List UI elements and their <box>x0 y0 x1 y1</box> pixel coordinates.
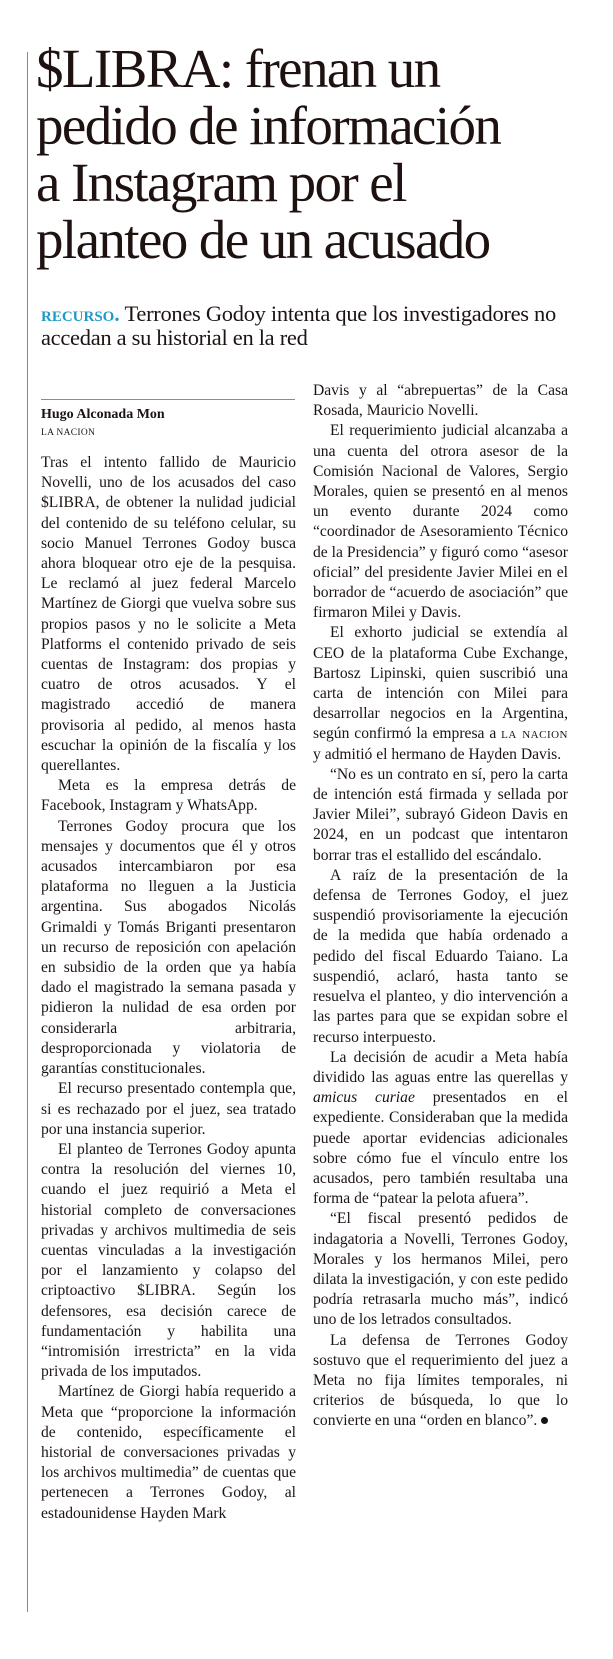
body-column-left <box>41 453 296 1524</box>
body-paragraph <box>313 623 568 764</box>
body-paragraph: Davis y al “abrepuertas” de la Casa Rosada, Mauricio Novelli. <box>313 382 568 420</box>
body-paragraph: El recurso presentado contempla que, si es rechazado por el juez, sea tratado por una instancia superior. <box>41 1080 296 1138</box>
body-paragraph: El planteo de Terrones Godoy apunta contra la resolución del viernes 10, cuando el juez requirió a Meta el historial completo de conversaciones privadas y archivos multimedia de seis cuentas vinculadas a la investigación por el lanzamiento y colapso del criptoactivo $LIBRA. Según los defensores, esa decisión carece de fundamentación y habilita una “intromisión irrestricta” en la vida privada de los imputados. <box>41 1140 296 1381</box>
author-name: Hugo Alconada Mon <box>41 407 165 422</box>
body-paragraph: “No es un contrato en sí, pero la carta de intención está firmada y sellada por Javier Milei”, subrayó Gideon Davis en 2024, en un podcast que intentaron borrar tras el estallido del escándalo. <box>313 765 568 864</box>
body-paragraph: Martínez de Giorgi había requerido a Meta que “proporcione la información de contenido, específicamente el historial de conversaciones privadas y los archivos multimedia” de cuentas que pertenecen a Terrones Godoy, al estadounidense Hayden Mark <box>41 1383 296 1522</box>
body-paragraph: “El fiscal presentó pedidos de indagatoria a Novelli, Terrones Godoy, Morales y los hermanos Milei, pero dilata la investigación, y con este pedido podría retrasarla mucho más”, indicó uno de los letrados consultados. <box>313 1210 568 1329</box>
body-paragraph: Terrones Godoy procura que los mensajes y documentos que él y otros acusados intercambiaron por esa plataforma no lleguen a la Justicia argentina. Sus abogados Nicolás Grimaldi y Tomás Briganti presentaron un recurso de reposición con apelación en subsidio de la orden que ya había dado el magistrado la semana pasada y pidieron la nulidad de esa orden por considerarla arbitraria, desproporcionada y violatoria de garantías constitucionales. <box>41 817 296 1078</box>
body-paragraph: El requerimiento judicial alcanzaba a una cuenta del otrora asesor de la Comisión Nacional de Valores, Sergio Morales, quien se presentó en al menos un evento durante 2024 como “coordinador de Asesoramiento Técnico de la Presidencia” y figuró como “asesor oficial” del presidente Javier Milei en el borrador de “acuerdo de asociación” que firmaron Milei y Davis. <box>313 422 568 622</box>
body-column-right <box>313 381 568 1432</box>
text-run: El exhorto judicial se extendía al CEO de la plataforma Cube Exchange, Bartosz Lipinski, quien suscribió una carta de intención con Milei para desarrollar negocios en la Argentina, según confirmó la empresa a <box>313 624 568 743</box>
section-label: recurso. <box>41 302 120 326</box>
byline <box>41 406 295 440</box>
headline-line: $LIBRA: frenan un <box>36 38 440 99</box>
headline-line: planteo de un acusado <box>36 209 490 270</box>
text-run: y admitió el hermano de Hayden Davis. <box>313 745 562 763</box>
headline-line: pedido de información <box>36 95 501 156</box>
body-paragraph <box>313 1331 568 1432</box>
outlet-name: LA NACION <box>41 428 96 438</box>
text-run: La decisión de acudir a Meta había dividido las aguas entre las querellas y <box>313 1048 568 1086</box>
body-paragraph <box>313 1048 568 1210</box>
byline-divider <box>41 399 295 400</box>
left-margin-rule <box>27 52 28 1612</box>
outlet-mention: la nacion <box>501 725 568 743</box>
body-paragraph: A raíz de la presentación de la defensa de Terrones Godoy, el juez suspendió provisoriamente la ejecución de la medida que había ordenado a pedido del fiscal Eduardo Taiano. La suspendió, aclaró, hasta tanto se resuelva el planteo, y dio intervención a las partes para que se expidan sobre el recurso interpuesto. <box>313 866 568 1046</box>
body-paragraph: Meta es la empresa detrás de Facebook, Instagram y WhatsApp. <box>41 777 296 815</box>
body-paragraph: Tras el intento fallido de Mauricio Novelli, uno de los acusados del caso $LIBRA, de obtener la nulidad judicial del contenido de su teléfono celular, su socio Manuel Terrones Godoy busca ahora bloquear otro eje de la pesquisa. Le reclamó al juez federal Marcelo Martínez de Giorgi que vuelva sobre sus propios pasos y no le solicite a Meta Platforms el contenido privado de seis cuentas de Instagram: dos propias y cuatro de otros acusados. Y el magistrado accedió de manera provisoria al pedido, al menos hasta escuchar la opinión de la fiscalía y los querellantes. <box>41 454 296 775</box>
text-run: presentados en el expediente. Consideraban que la medida puede aportar evidencias adicionales sobre cómo fue el vínculo entre los acusados, pero también resultaba una forma de “patear la pelota afuera”. <box>313 1089 569 1208</box>
headline-line: a Instagram por el <box>36 152 406 213</box>
deck-subheadline <box>41 302 601 350</box>
deck-text: Terrones Godoy intenta que los investigadores no accedan a su historial en la red <box>41 301 556 350</box>
italic-term: amicus curiae <box>313 1089 415 1107</box>
end-of-article-bullet-icon <box>541 1417 548 1424</box>
headline <box>36 40 596 268</box>
text-run: La defensa de Terrones Godoy sostuvo que el requerimiento del juez a Meta no fija límites temporales, ni criterios de búsqueda, lo que lo convierte en una “orden en blanco”. <box>313 1331 568 1430</box>
